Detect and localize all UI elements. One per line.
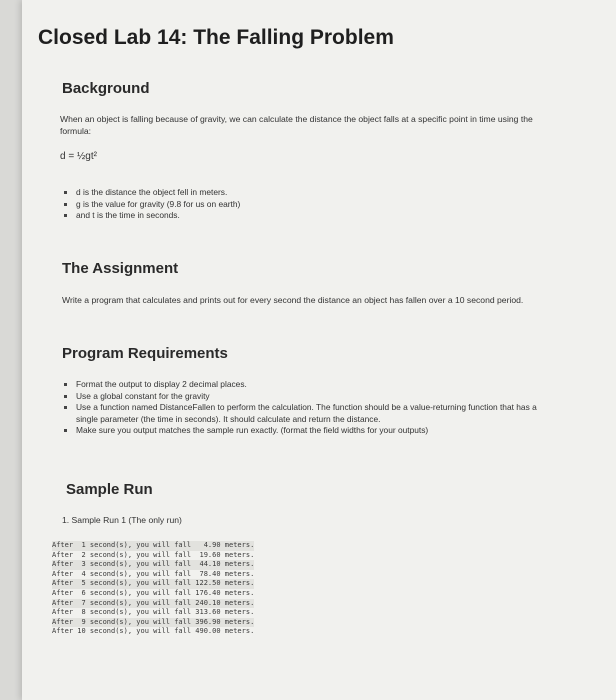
list-item: Use a global constant for the gravity (64, 391, 544, 403)
assignment-text: Write a program that calculates and prints out for every second the distance an object has fallen over a 10 second period. (62, 295, 524, 305)
list-item: Use a function named DistanceFallen to perform the calculation. The function should be a value-returning function that has a single parameter (the time in seconds). It should calculate and return the distance. (64, 402, 544, 425)
output-line: After 10 second(s), you will fall 490.00 meters. (52, 627, 255, 636)
background-list (64, 187, 524, 222)
output-line: After 9 second(s), you will fall 396.90 meters. (52, 617, 255, 626)
background-heading: Background (62, 80, 150, 97)
output-line: After 2 second(s), you will fall 19.60 meters. (52, 550, 255, 559)
list-item: g is the value for gravity (9.8 for us on earth) (64, 199, 524, 211)
list-item: Format the output to display 2 decimal places. (64, 379, 544, 391)
output-line: After 8 second(s), you will fall 313.60 meters. (52, 608, 255, 617)
list-item: d is the distance the object fell in meters. (64, 187, 524, 199)
output-line: After 4 second(s), you will fall 78.40 meters. (52, 569, 255, 578)
assignment-heading: The Assignment (62, 260, 179, 277)
output-line: After 5 second(s), you will fall 122.50 meters. (52, 579, 255, 588)
output-line: After 3 second(s), you will fall 44.10 meters. (52, 560, 255, 569)
sample-run-heading: Sample Run (66, 481, 153, 498)
distance-formula: d = ½gt² (60, 151, 97, 162)
list-item: and t is the time in seconds. (64, 210, 524, 222)
requirements-heading: Program Requirements (62, 345, 228, 362)
background-intro: When an object is falling because of gravity, we can calculate the distance the object falls at a specific point in time using the formula: (60, 114, 533, 136)
output-line: After 6 second(s), you will fall 176.40 meters. (52, 588, 255, 597)
output-line: After 7 second(s), you will fall 240.10 meters. (52, 598, 255, 607)
list-item: Make sure you output matches the sample run exactly. (format the field widths for your outputs) (64, 425, 544, 437)
requirements-list (64, 379, 544, 437)
page-title: Closed Lab 14: The Falling Problem (38, 26, 394, 49)
output-line: After 1 second(s), you will fall 4.90 meters. (52, 541, 255, 549)
sample-output (52, 541, 254, 637)
sample-run-caption: 1. Sample Run 1 (The only run) (62, 515, 182, 525)
